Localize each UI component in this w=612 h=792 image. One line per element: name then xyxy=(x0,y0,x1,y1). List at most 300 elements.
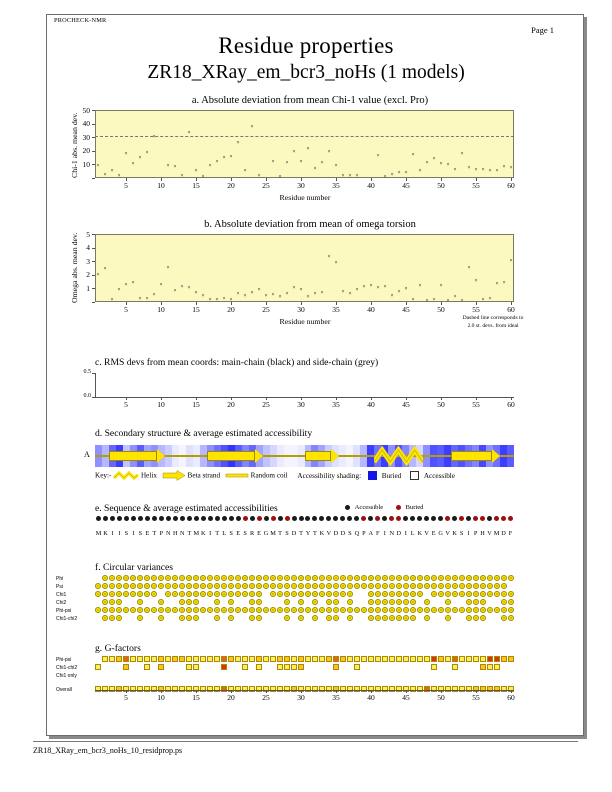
circular-variance-marker xyxy=(368,583,374,589)
circular-variance-inner xyxy=(181,617,183,619)
circular-variance-inner xyxy=(328,609,330,611)
circular-variance-marker xyxy=(396,583,402,589)
secondary-structure-diagram xyxy=(95,445,514,467)
circular-variance-inner xyxy=(307,585,309,587)
data-point xyxy=(159,283,163,287)
circular-variance-marker xyxy=(445,583,451,589)
circular-variance-marker xyxy=(466,591,472,597)
sequence-letter: S xyxy=(124,530,129,537)
sequence-dot xyxy=(445,516,450,521)
circular-variance-inner xyxy=(426,617,428,619)
circular-variance-marker xyxy=(340,591,346,597)
circular-variance-row-label: Phi-psi xyxy=(56,608,72,614)
circular-variance-marker xyxy=(193,599,199,605)
strand-arrowhead xyxy=(492,449,500,463)
circular-variance-inner xyxy=(328,617,330,619)
circular-variance-inner xyxy=(146,585,148,587)
circular-variance-marker xyxy=(109,615,115,621)
data-point xyxy=(201,294,205,298)
data-point xyxy=(257,288,261,292)
circular-variance-inner xyxy=(391,601,393,603)
circular-variance-marker xyxy=(473,591,479,597)
circular-variance-inner xyxy=(195,609,197,611)
circular-variance-inner xyxy=(139,593,141,595)
sequence-dot xyxy=(347,516,352,521)
y-tick xyxy=(92,178,95,179)
sequence-dot xyxy=(487,516,492,521)
sequence-dot xyxy=(180,516,185,521)
circular-variance-inner xyxy=(496,585,498,587)
circular-variance-marker xyxy=(410,599,416,605)
circular-variance-inner xyxy=(209,577,211,579)
sequence-letter: E xyxy=(431,530,436,537)
x-tick-label: 40 xyxy=(367,305,375,314)
data-point xyxy=(187,286,191,290)
circular-variance-inner xyxy=(286,577,288,579)
sequence-dot xyxy=(124,516,129,521)
circular-variance-marker xyxy=(431,575,437,581)
gfactor-cell xyxy=(221,656,227,662)
circular-variance-inner xyxy=(209,585,211,587)
circular-variance-row-label: Chi1-chi2 xyxy=(56,616,78,622)
data-point xyxy=(173,165,177,169)
circular-variance-marker xyxy=(410,607,416,613)
circular-variance-marker xyxy=(424,599,430,605)
circular-variance-marker xyxy=(403,607,409,613)
dashed-note-line1: Dashed line corresponds to xyxy=(462,315,524,321)
sequence-dot xyxy=(452,516,457,521)
circular-variance-inner xyxy=(412,585,414,587)
gfactor-cell xyxy=(319,656,325,662)
circular-variance-inner xyxy=(265,609,267,611)
data-point xyxy=(236,292,240,296)
circular-variance-marker xyxy=(361,575,367,581)
circular-variance-marker xyxy=(186,583,192,589)
circular-variance-inner xyxy=(475,601,477,603)
circular-variance-marker xyxy=(368,599,374,605)
circular-variance-inner xyxy=(251,577,253,579)
sequence-letter: A xyxy=(368,530,374,537)
sequence-letter: E xyxy=(145,530,150,537)
program-name: PROCHECK-NMR xyxy=(54,17,107,24)
circular-variance-marker xyxy=(319,607,325,613)
sequence-letter: G xyxy=(438,530,443,537)
y-tick-label: 40 xyxy=(82,119,90,129)
circular-variance-inner xyxy=(181,593,183,595)
circular-variance-inner xyxy=(160,617,162,619)
sequence-letter: K xyxy=(417,530,422,537)
sequence-letter: F xyxy=(376,530,380,537)
gfactor-x-tick-label: 45 xyxy=(402,693,410,702)
circular-variance-marker xyxy=(445,599,451,605)
circular-variance-inner xyxy=(419,609,421,611)
gfactor-cell xyxy=(487,656,493,662)
circular-variance-marker xyxy=(445,615,451,621)
circular-variance-inner xyxy=(111,617,113,619)
circular-variance-inner xyxy=(454,609,456,611)
circular-variance-marker xyxy=(368,615,374,621)
y-tick xyxy=(92,151,95,152)
circular-variance-marker xyxy=(116,615,122,621)
circular-variance-inner xyxy=(181,601,183,603)
circular-variance-inner xyxy=(356,585,358,587)
sequence-letter: P xyxy=(159,530,164,537)
circular-variance-inner xyxy=(384,593,386,595)
circular-variance-marker xyxy=(151,591,157,597)
sequence-letter: I xyxy=(111,530,114,537)
sequence-dot xyxy=(508,516,513,521)
data-point xyxy=(313,292,317,296)
circular-variance-inner xyxy=(503,593,505,595)
data-point xyxy=(313,167,317,171)
circular-variance-inner xyxy=(384,601,386,603)
data-point xyxy=(194,291,198,295)
circular-variance-marker xyxy=(214,575,220,581)
sequence-letter: S xyxy=(229,530,233,537)
circular-variance-marker xyxy=(158,599,164,605)
circular-variance-inner xyxy=(216,617,218,619)
circular-variance-marker xyxy=(95,583,101,589)
sequence-dot xyxy=(305,516,310,521)
circular-variance-marker xyxy=(319,583,325,589)
sequence-letter: K xyxy=(319,530,325,537)
circular-variance-inner xyxy=(139,609,141,611)
data-point xyxy=(390,173,394,177)
c-x-tick-label: 40 xyxy=(367,400,375,409)
data-point xyxy=(152,135,156,139)
data-point xyxy=(173,289,177,293)
sequence-letter: I xyxy=(209,530,212,537)
x-tick-label: 55 xyxy=(472,181,480,190)
section-f-title: f. Circular variances xyxy=(95,562,174,573)
sequence-letter: T xyxy=(313,530,317,537)
x-tick-label: 45 xyxy=(402,305,410,314)
circular-variance-marker xyxy=(102,575,108,581)
circular-variance-inner xyxy=(111,609,113,611)
circular-variance-marker xyxy=(382,615,388,621)
circular-variance-row-label: Chi1 xyxy=(56,592,67,598)
sequence-letter: H xyxy=(480,530,485,537)
circular-variance-inner xyxy=(202,609,204,611)
sequence-letter: K xyxy=(200,530,206,537)
sequence-dot xyxy=(494,516,499,521)
data-point xyxy=(278,175,282,179)
circular-variance-inner xyxy=(447,585,449,587)
circular-variance-inner xyxy=(307,593,309,595)
y-tick xyxy=(92,234,95,235)
data-point xyxy=(278,295,282,299)
y-tick-label: 3 xyxy=(86,256,90,266)
data-point xyxy=(131,162,135,166)
gfactor-cell xyxy=(193,656,199,662)
circular-variance-inner xyxy=(503,577,505,579)
circular-variance-marker xyxy=(354,575,360,581)
gfactor-cell xyxy=(494,656,500,662)
sequence-accessibility-dots xyxy=(95,516,514,524)
circular-variance-inner xyxy=(454,577,456,579)
circular-variance-marker xyxy=(480,607,486,613)
circular-variance-inner xyxy=(258,585,260,587)
sequence-dot xyxy=(117,516,122,521)
circular-variance-inner xyxy=(118,609,120,611)
circular-variance-inner xyxy=(258,617,260,619)
circular-variance-inner xyxy=(398,577,400,579)
sequence-dot xyxy=(201,516,206,521)
data-point xyxy=(446,163,450,167)
gfactor-cell xyxy=(158,656,164,662)
circular-variance-marker xyxy=(186,615,192,621)
circular-variance-inner xyxy=(356,577,358,579)
circular-variance-marker xyxy=(130,575,136,581)
circular-variance-marker xyxy=(109,599,115,605)
circular-variance-inner xyxy=(405,617,407,619)
circular-variance-marker xyxy=(459,583,465,589)
circular-variance-inner xyxy=(230,617,232,619)
data-point xyxy=(348,174,352,178)
data-point xyxy=(243,169,247,173)
dashed-note-line2: 2.0 st. devs. from ideal xyxy=(467,322,519,329)
circular-variance-inner xyxy=(363,609,365,611)
circular-variance-inner xyxy=(342,609,344,611)
sequence-key xyxy=(345,504,423,511)
strand-arrowhead xyxy=(331,449,339,463)
y-tick-label: 5 xyxy=(86,229,90,239)
circular-variance-inner xyxy=(398,617,400,619)
data-point xyxy=(425,161,429,165)
circular-variance-inner xyxy=(447,609,449,611)
section-g-title: g. G-factors xyxy=(95,643,141,654)
circular-variance-inner xyxy=(363,585,365,587)
circular-variance-inner xyxy=(104,617,106,619)
circular-variance-inner xyxy=(314,593,316,595)
circular-variance-marker xyxy=(361,583,367,589)
gfactor-cell xyxy=(431,656,437,662)
circular-variance-marker xyxy=(200,583,206,589)
circular-variance-marker xyxy=(137,575,143,581)
circular-variance-marker xyxy=(473,607,479,613)
circular-variance-inner xyxy=(370,585,372,587)
gfactor-cell xyxy=(487,664,493,670)
circular-variance-inner xyxy=(489,585,491,587)
sequence-dot xyxy=(166,516,171,521)
circular-variance-inner xyxy=(132,609,134,611)
circular-variance-marker xyxy=(466,607,472,613)
gfactor-cell xyxy=(305,656,311,662)
circular-variance-marker xyxy=(165,575,171,581)
sequence-dot xyxy=(110,516,115,521)
circular-variance-marker xyxy=(347,575,353,581)
circular-variance-inner xyxy=(139,617,141,619)
data-point xyxy=(306,295,310,299)
circular-variance-inner xyxy=(440,593,442,595)
circular-variance-marker xyxy=(298,599,304,605)
sequence-letter: L xyxy=(222,530,227,537)
circular-variance-marker xyxy=(193,591,199,597)
circular-variance-marker xyxy=(494,591,500,597)
circular-variance-marker xyxy=(417,575,423,581)
circular-variance-inner xyxy=(118,617,120,619)
x-tick-label: 40 xyxy=(367,181,375,190)
sequence-letter: I xyxy=(132,530,135,537)
circular-variance-marker xyxy=(487,575,493,581)
circular-variance-inner xyxy=(335,601,337,603)
gfactor-cell xyxy=(375,656,381,662)
circular-variance-marker xyxy=(95,591,101,597)
data-point xyxy=(320,161,324,165)
circular-variance-inner xyxy=(384,617,386,619)
y-tick xyxy=(92,164,95,165)
gfactor-cell xyxy=(242,656,248,662)
circular-variance-inner xyxy=(160,601,162,603)
circular-variance-marker xyxy=(235,575,241,581)
circular-variance-marker xyxy=(480,575,486,581)
circular-variance-inner xyxy=(342,585,344,587)
circular-variance-marker xyxy=(305,607,311,613)
y-tick xyxy=(92,137,95,138)
data-point xyxy=(320,291,324,295)
circular-variance-marker xyxy=(228,575,234,581)
circular-variance-marker xyxy=(186,599,192,605)
circular-variance-inner xyxy=(272,577,274,579)
circular-variance-marker xyxy=(501,615,507,621)
circular-variance-marker xyxy=(242,583,248,589)
circular-variance-inner xyxy=(202,577,204,579)
circular-variance-marker xyxy=(270,583,276,589)
data-point xyxy=(271,160,275,164)
y-tick-label: 20 xyxy=(82,146,90,156)
circular-variance-marker xyxy=(389,607,395,613)
circular-variance-marker xyxy=(312,599,318,605)
gfactor-cell xyxy=(144,656,150,662)
circular-variance-inner xyxy=(174,585,176,587)
circular-variance-inner xyxy=(405,585,407,587)
circular-variance-inner xyxy=(188,609,190,611)
sequence-dot xyxy=(333,516,338,521)
c-y-tick xyxy=(92,373,95,374)
random-coil-icon xyxy=(225,470,249,481)
circular-variance-inner xyxy=(391,617,393,619)
circular-variance-marker xyxy=(137,607,143,613)
sequence-dot xyxy=(389,516,394,521)
strand-arrowhead xyxy=(255,449,263,463)
circular-variance-inner xyxy=(314,585,316,587)
sequence-letter: V xyxy=(326,530,332,537)
circular-variance-marker xyxy=(263,583,269,589)
sequence-letter: G xyxy=(263,530,269,537)
sequence-dot xyxy=(382,516,387,521)
circular-variance-marker xyxy=(389,599,395,605)
circular-variance-marker xyxy=(508,591,514,597)
sequence-letter: N xyxy=(180,530,185,537)
sequence-dot xyxy=(208,516,213,521)
circular-variance-marker xyxy=(123,575,129,581)
circular-variance-marker xyxy=(228,607,234,613)
key-prefix: Key:- xyxy=(95,471,112,480)
circular-variance-marker xyxy=(298,575,304,581)
data-point xyxy=(376,286,380,290)
chart-a-x-axis-label: Residue number xyxy=(279,193,331,202)
circular-variance-inner xyxy=(370,577,372,579)
circular-variance-marker xyxy=(263,575,269,581)
x-tick-label: 15 xyxy=(192,305,200,314)
gfactor-cell xyxy=(459,656,465,662)
sequence-letter: V xyxy=(445,530,450,537)
circular-variance-inner xyxy=(419,593,421,595)
circular-variance-inner xyxy=(160,585,162,587)
circular-variance-marker xyxy=(326,591,332,597)
circular-variance-inner xyxy=(160,609,162,611)
circular-variance-marker xyxy=(270,607,276,613)
circular-variance-inner xyxy=(244,577,246,579)
gfactor-cell xyxy=(137,656,143,662)
sequence-letter: Q xyxy=(354,530,360,537)
circular-variance-inner xyxy=(335,593,337,595)
circular-variance-marker xyxy=(396,607,402,613)
y-tick-label: 4 xyxy=(86,243,90,253)
circular-variance-marker xyxy=(284,607,290,613)
circular-variance-marker xyxy=(207,583,213,589)
circular-variance-inner xyxy=(209,609,211,611)
circular-variance-inner xyxy=(475,585,477,587)
circular-variance-marker xyxy=(473,575,479,581)
circular-variance-marker xyxy=(137,591,143,597)
circular-variance-inner xyxy=(286,617,288,619)
circular-variance-marker xyxy=(403,575,409,581)
sequence-letter: T xyxy=(152,530,157,537)
circular-variance-marker xyxy=(396,615,402,621)
data-point xyxy=(460,152,464,156)
gfactor-axis-line xyxy=(95,690,514,691)
sequence-dot xyxy=(145,516,150,521)
circular-variance-inner xyxy=(398,601,400,603)
gfactor-cell xyxy=(200,656,206,662)
circular-variance-marker xyxy=(466,615,472,621)
chart-b-x-axis-label: Residue number xyxy=(279,317,331,326)
circular-variance-inner xyxy=(391,609,393,611)
sequence-letter: L xyxy=(410,530,415,537)
gfactor-cell xyxy=(256,664,262,670)
sequence-dot xyxy=(159,516,164,521)
sequence-dot xyxy=(264,516,269,521)
circular-variance-inner xyxy=(475,617,477,619)
circular-variance-marker xyxy=(256,575,262,581)
circular-variance-inner xyxy=(482,585,484,587)
circular-variance-inner xyxy=(153,577,155,579)
circular-variance-marker xyxy=(158,583,164,589)
gfactor-cell xyxy=(256,656,262,662)
circular-variance-marker xyxy=(277,583,283,589)
gfactor-cell xyxy=(508,656,514,662)
circular-variance-marker xyxy=(109,575,115,581)
circular-variance-marker xyxy=(410,615,416,621)
circular-variance-marker xyxy=(102,615,108,621)
circular-variance-inner xyxy=(97,609,99,611)
circular-variance-inner xyxy=(118,593,120,595)
circular-variance-inner xyxy=(384,585,386,587)
circular-variance-marker xyxy=(305,583,311,589)
circular-variance-inner xyxy=(489,593,491,595)
gfactor-cell xyxy=(270,656,276,662)
gfactor-cell xyxy=(284,664,290,670)
circular-variance-marker xyxy=(116,607,122,613)
strand-arrowhead xyxy=(157,449,165,463)
circular-variance-marker xyxy=(375,607,381,613)
strand-body xyxy=(451,451,492,461)
sequence-dot xyxy=(131,516,136,521)
x-tick-label: 5 xyxy=(124,181,128,190)
gfactor-cell xyxy=(158,664,164,670)
circular-variance-marker xyxy=(221,607,227,613)
